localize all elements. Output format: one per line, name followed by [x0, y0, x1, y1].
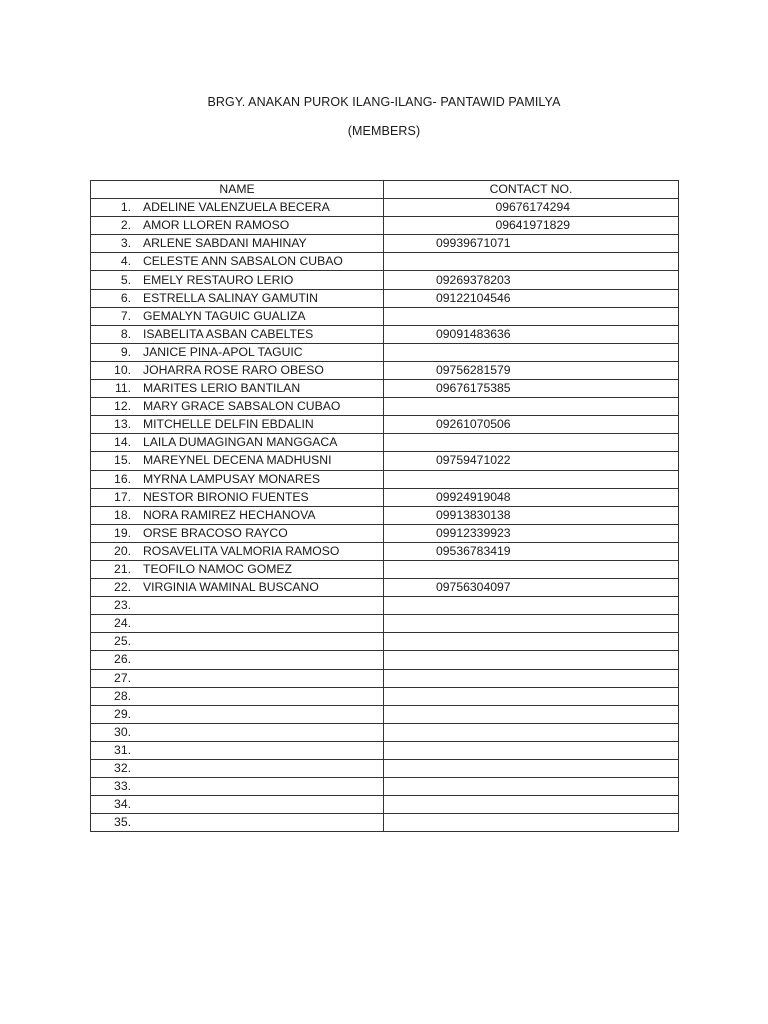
member-name: JOHARRA ROSE RARO OBESO — [143, 362, 324, 377]
name-cell — [91, 235, 384, 253]
table-row — [91, 615, 679, 633]
member-name: NORA RAMIREZ HECHANOVA — [143, 507, 316, 522]
contact-cell — [384, 796, 679, 814]
name-cell — [91, 687, 384, 705]
member-name: ADELINE VALENZUELA BECERA — [143, 200, 330, 215]
name-cell — [91, 452, 384, 470]
name-cell — [91, 760, 384, 778]
row-number: 28. — [114, 688, 131, 703]
contact-cell — [384, 434, 679, 452]
member-name: MYRNA LAMPUSAY MONARES — [143, 471, 320, 486]
table-row — [91, 235, 679, 253]
name-cell — [91, 579, 384, 597]
name-cell — [91, 361, 384, 379]
name-cell — [91, 380, 384, 398]
table-row — [91, 560, 679, 578]
contact-cell: 09122104546 — [384, 289, 679, 307]
name-cell — [91, 307, 384, 325]
contact-cell — [384, 814, 679, 832]
row-number: 24. — [114, 616, 131, 631]
table-row — [91, 760, 679, 778]
contact-cell — [384, 560, 679, 578]
row-number: 18. — [114, 507, 131, 522]
row-number: 7. — [120, 308, 131, 323]
table-row — [91, 380, 679, 398]
name-cell — [91, 796, 384, 814]
contact-cell — [384, 470, 679, 488]
members-table — [90, 180, 679, 832]
row-number: 25. — [114, 634, 131, 649]
table-row — [91, 271, 679, 289]
table-row — [91, 778, 679, 796]
contact-cell: 09269378203 — [384, 271, 679, 289]
row-number: 27. — [114, 670, 131, 685]
table-row — [91, 199, 679, 217]
row-number: 15. — [114, 453, 131, 468]
name-cell — [91, 434, 384, 452]
row-number: 29. — [114, 706, 131, 721]
table-row — [91, 452, 679, 470]
contact-cell: 09756304097 — [384, 579, 679, 597]
row-number: 9. — [120, 344, 131, 359]
name-cell — [91, 542, 384, 560]
table-row — [91, 633, 679, 651]
name-cell — [91, 814, 384, 832]
name-cell — [91, 524, 384, 542]
name-cell — [91, 488, 384, 506]
contact-cell: 09536783419 — [384, 542, 679, 560]
row-number: 12. — [114, 399, 131, 414]
name-cell — [91, 199, 384, 217]
contact-cell — [384, 669, 679, 687]
name-cell — [91, 633, 384, 651]
row-number: 4. — [120, 254, 131, 269]
table-row — [91, 597, 679, 615]
row-number: 20. — [114, 543, 131, 558]
table-row — [91, 289, 679, 307]
table-row — [91, 506, 679, 524]
row-number: 32. — [114, 761, 131, 776]
name-cell — [91, 723, 384, 741]
member-name: ARLENE SABDANI MAHINAY — [143, 236, 307, 251]
contact-cell: 09091483636 — [384, 325, 679, 343]
table-row — [91, 651, 679, 669]
member-name: ISABELITA ASBAN CABELTES — [143, 326, 314, 341]
row-number: 22. — [114, 580, 131, 595]
name-cell — [91, 470, 384, 488]
table-row — [91, 579, 679, 597]
table-row — [91, 705, 679, 723]
contact-cell — [384, 343, 679, 361]
table-row — [91, 723, 679, 741]
member-name: MARY GRACE SABSALON CUBAO — [143, 399, 341, 414]
row-number: 10. — [114, 362, 131, 377]
name-cell — [91, 506, 384, 524]
contact-cell — [384, 741, 679, 759]
member-name: ROSAVELITA VALMORIA RAMOSO — [143, 543, 340, 558]
contact-cell — [384, 633, 679, 651]
name-cell — [91, 253, 384, 271]
member-name: VIRGINIA WAMINAL BUSCANO — [143, 580, 319, 595]
row-number: 8. — [120, 326, 131, 341]
member-name: ORSE BRACOSO RAYCO — [143, 525, 288, 540]
table-row — [91, 741, 679, 759]
row-number: 30. — [114, 724, 131, 739]
column-header-contact: CONTACT NO. — [384, 181, 679, 199]
table-header-row — [91, 181, 679, 199]
contact-cell — [384, 398, 679, 416]
table-row — [91, 253, 679, 271]
row-number: 19. — [114, 525, 131, 540]
table-row — [91, 361, 679, 379]
member-name: MAREYNEL DECENA MADHUSNI — [143, 453, 332, 468]
table-row — [91, 307, 679, 325]
table-row — [91, 416, 679, 434]
name-cell — [91, 560, 384, 578]
contact-cell: 09676175385 — [384, 380, 679, 398]
contact-cell — [384, 597, 679, 615]
row-number: 2. — [120, 218, 131, 233]
row-number: 1. — [120, 200, 131, 215]
name-cell — [91, 651, 384, 669]
row-number: 21. — [114, 562, 131, 577]
row-number: 17. — [114, 489, 131, 504]
row-number: 6. — [120, 290, 131, 305]
contact-cell: 09759471022 — [384, 452, 679, 470]
name-cell — [91, 325, 384, 343]
member-name: AMOR LLOREN RAMOSO — [143, 218, 290, 233]
table-row — [91, 343, 679, 361]
member-name: JANICE PINA-APOL TAGUIC — [143, 344, 303, 359]
table-row — [91, 325, 679, 343]
contact-cell: 09939671071 — [384, 235, 679, 253]
table-row — [91, 669, 679, 687]
row-number: 23. — [114, 598, 131, 613]
table-row — [91, 524, 679, 542]
contact-cell — [384, 723, 679, 741]
contact-cell: 09913830138 — [384, 506, 679, 524]
row-number: 14. — [114, 435, 131, 450]
row-number: 26. — [114, 652, 131, 667]
contact-cell — [384, 615, 679, 633]
contact-cell: 09912339923 — [384, 524, 679, 542]
contact-cell — [384, 651, 679, 669]
table-row — [91, 217, 679, 235]
row-number: 33. — [114, 779, 131, 794]
contact-cell — [384, 687, 679, 705]
name-cell — [91, 705, 384, 723]
name-cell — [91, 741, 384, 759]
member-name: EMELY RESTAURO LERIO — [143, 272, 294, 287]
contact-cell — [384, 307, 679, 325]
member-name: CELESTE ANN SABSALON CUBAO — [143, 254, 343, 269]
row-number: 11. — [114, 381, 131, 396]
document-title: BRGY. ANAKAN PUROK ILANG-ILANG- PANTAWID PAMILYA — [207, 95, 561, 109]
contact-cell — [384, 253, 679, 271]
member-name: TEOFILO NAMOC GOMEZ — [143, 562, 292, 577]
row-number: 16. — [114, 471, 131, 486]
member-name: GEMALYN TAGUIC GUALIZA — [143, 308, 306, 323]
contact-cell — [384, 760, 679, 778]
name-cell — [91, 289, 384, 307]
table-row — [91, 488, 679, 506]
row-number: 5. — [120, 272, 131, 287]
contact-cell: 09756281579 — [384, 361, 679, 379]
document-subtitle: (MEMBERS) — [347, 124, 421, 138]
name-cell — [91, 398, 384, 416]
contact-cell: 09676174294 — [384, 199, 679, 217]
column-header-name: NAME — [91, 181, 384, 199]
name-cell — [91, 343, 384, 361]
name-cell — [91, 271, 384, 289]
table-row — [91, 814, 679, 832]
table-row — [91, 542, 679, 560]
table-row — [91, 796, 679, 814]
contact-cell: 09261070506 — [384, 416, 679, 434]
name-cell — [91, 597, 384, 615]
row-number: 31. — [114, 742, 131, 757]
member-name: MARITES LERIO BANTILAN — [143, 381, 301, 396]
member-name: MITCHELLE DELFIN EBDALIN — [143, 417, 314, 432]
row-number: 3. — [120, 236, 131, 251]
contact-cell — [384, 778, 679, 796]
member-name: NESTOR BIRONIO FUENTES — [143, 489, 309, 504]
name-cell — [91, 615, 384, 633]
name-cell — [91, 669, 384, 687]
contact-cell: 09641971829 — [384, 217, 679, 235]
table-row — [91, 687, 679, 705]
table-row — [91, 434, 679, 452]
contact-cell: 09924919048 — [384, 488, 679, 506]
table-row — [91, 398, 679, 416]
name-cell — [91, 416, 384, 434]
row-number: 13. — [114, 417, 131, 432]
row-number: 34. — [114, 797, 131, 812]
table-row — [91, 470, 679, 488]
contact-cell — [384, 705, 679, 723]
name-cell — [91, 217, 384, 235]
member-name: LAILA DUMAGINGAN MANGGACA — [143, 435, 338, 450]
row-number: 35. — [114, 815, 131, 830]
member-name: ESTRELLA SALINAY GAMUTIN — [143, 290, 318, 305]
name-cell — [91, 778, 384, 796]
